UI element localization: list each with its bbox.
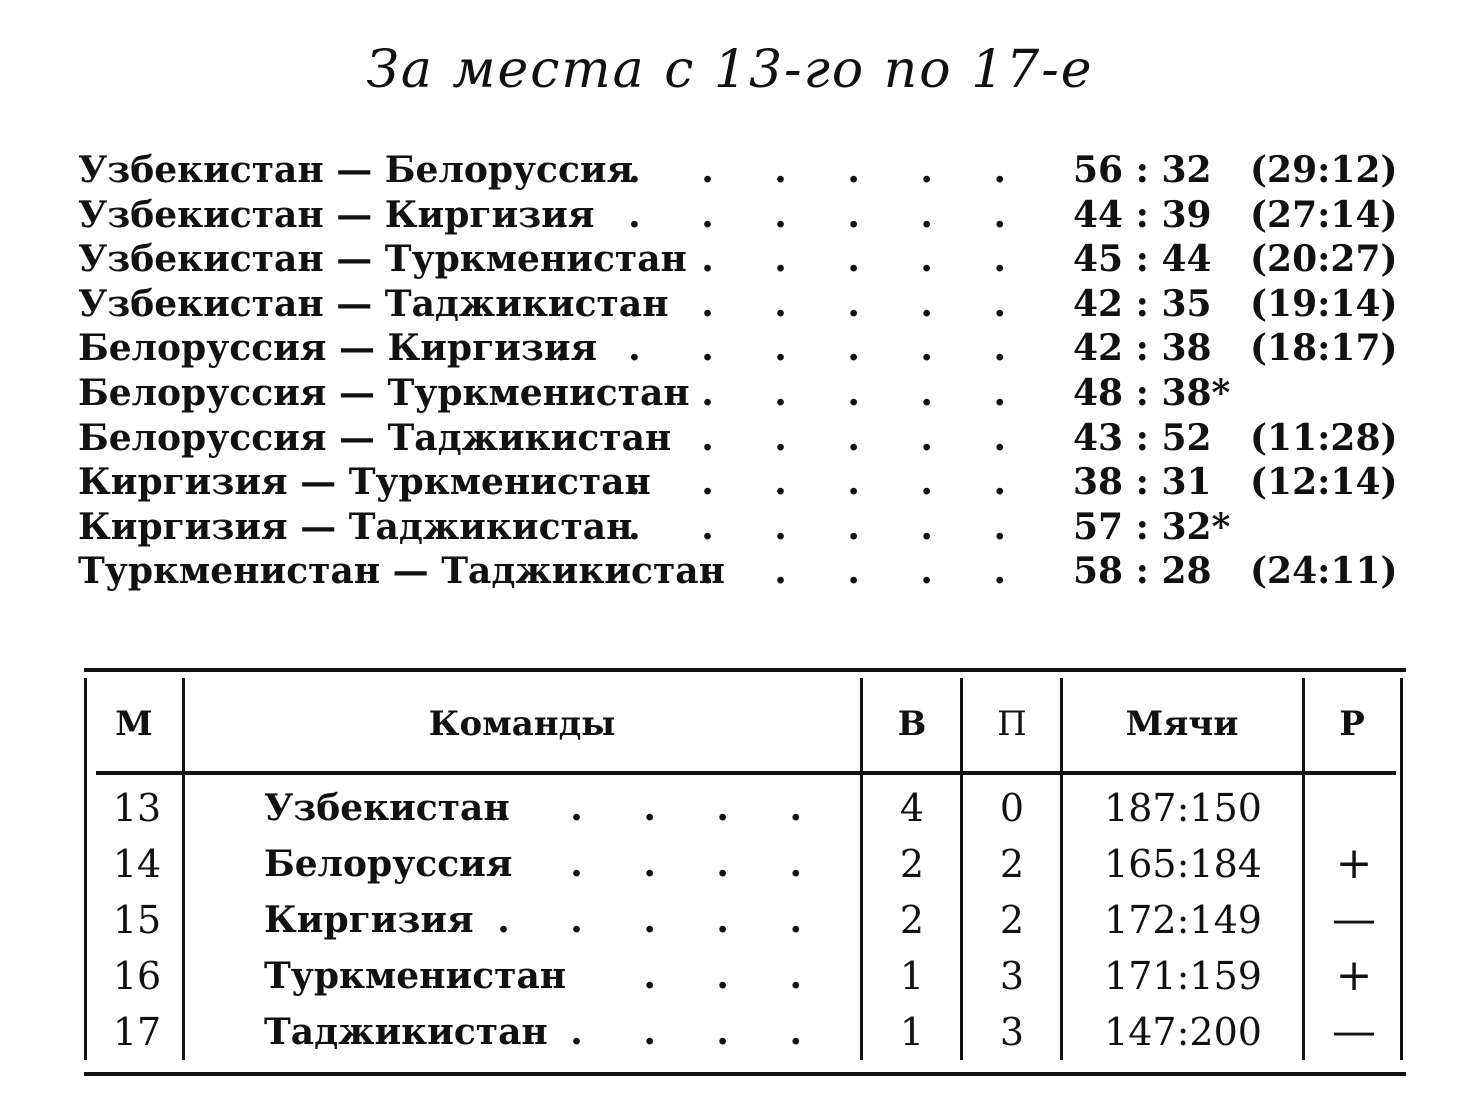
table-row: [84, 836, 1406, 892]
match-score: 58 : 28: [1073, 550, 1212, 593]
header-losses: П: [997, 704, 1027, 744]
balls-cell: 171:159: [1104, 954, 1262, 998]
table-row: [84, 892, 1406, 948]
match-row: [78, 505, 1410, 550]
table-top-rule: [84, 668, 1406, 672]
match-score: 48 : 38*: [1073, 371, 1231, 414]
header-place: М: [115, 704, 153, 744]
r-cell: +: [1335, 950, 1373, 1001]
team-cell: Киргизия: [264, 899, 474, 941]
match-row: [78, 549, 1410, 594]
leader-dots: . . . . . .: [628, 461, 1030, 504]
page-title: За места с 13-го по 17-е: [366, 40, 1094, 100]
match-row: [78, 237, 1410, 282]
r-cell: +: [1335, 838, 1373, 889]
leader-dots: . . . . . .: [628, 282, 1030, 325]
place-cell: 17: [112, 1010, 162, 1054]
leader-dots: . . . . .: [701, 371, 1030, 414]
losses-cell: 0: [999, 786, 1025, 830]
leader-dots: . . . . . .: [628, 505, 1030, 548]
match-results-list: [78, 148, 1410, 594]
leader-dots: . . . . . . .: [555, 193, 1030, 236]
match-teams: Белоруссия — Киргизия: [78, 327, 598, 370]
halftime-score: (29:12): [1250, 149, 1398, 191]
match-teams: Узбекистан — Киргизия: [78, 193, 595, 236]
wins-cell: 1: [899, 1010, 925, 1054]
leader-dots: . . . . . .: [628, 149, 1030, 191]
table-row: [84, 1004, 1406, 1060]
place-cell: 13: [112, 786, 162, 830]
match-row: [78, 148, 1410, 193]
balls-cell: 147:200: [1104, 1010, 1262, 1054]
leader-dots: . . . .: [570, 843, 826, 885]
table-row: [84, 948, 1406, 1004]
team-cell: Таджикистан: [264, 1011, 548, 1053]
match-teams: Киргизия — Таджикистан: [78, 505, 633, 548]
halftime-score: (24:11): [1250, 550, 1398, 593]
place-cell: 14: [112, 842, 162, 886]
wins-cell: 4: [899, 786, 925, 830]
match-row: [78, 460, 1410, 505]
wins-cell: 2: [899, 842, 925, 886]
leader-dots: . . . . .: [701, 550, 1030, 593]
leader-dots: . . . . .: [701, 238, 1030, 281]
place-cell: 15: [112, 898, 162, 942]
match-score: 45 : 44: [1073, 238, 1212, 281]
header-r: Р: [1339, 704, 1365, 744]
match-row: [78, 371, 1410, 416]
halftime-score: (20:27): [1250, 238, 1398, 281]
match-row: [78, 282, 1410, 327]
table-row: [84, 780, 1406, 836]
header-balls: Мячи: [1125, 704, 1239, 744]
leader-dots: . . . . . . .: [555, 327, 1030, 370]
header-wins: В: [897, 704, 927, 744]
team-cell: Туркменистан: [264, 955, 567, 997]
table-bottom-rule: [84, 1072, 1406, 1076]
halftime-score: (12:14): [1250, 461, 1398, 504]
halftime-score: (18:17): [1250, 327, 1398, 370]
standings-table: [84, 668, 1406, 1080]
match-teams: Узбекистан — Туркменистан: [78, 238, 687, 281]
halftime-score: (19:14): [1250, 282, 1398, 325]
match-score: 42 : 38: [1073, 327, 1212, 370]
losses-cell: 2: [999, 898, 1025, 942]
place-cell: 16: [112, 954, 162, 998]
r-cell: —: [1332, 1006, 1376, 1057]
match-score: 57 : 32*: [1073, 505, 1231, 548]
match-score: 44 : 39: [1073, 193, 1212, 236]
leader-dots: . . . . .: [497, 899, 826, 941]
match-teams: Узбекистан — Белоруссия: [78, 149, 634, 191]
balls-cell: 172:149: [1104, 898, 1262, 942]
balls-cell: 187:150: [1104, 786, 1262, 830]
leader-dots: . . . . .: [701, 416, 1030, 459]
wins-cell: 1: [899, 954, 925, 998]
match-teams: Белоруссия — Таджикистан: [78, 416, 672, 459]
match-teams: Киргизия — Туркменистан: [78, 461, 651, 504]
match-row: [78, 416, 1410, 461]
losses-cell: 3: [999, 954, 1025, 998]
match-teams: Туркменистан — Таджикистан: [78, 550, 725, 593]
match-row: [78, 193, 1410, 238]
losses-cell: 3: [999, 1010, 1025, 1054]
header-team: Команды: [428, 704, 616, 744]
balls-cell: 165:184: [1104, 842, 1262, 886]
losses-cell: 2: [999, 842, 1025, 886]
leader-dots: . . . .: [570, 1011, 826, 1053]
table-header-rule: [96, 771, 1396, 775]
wins-cell: 2: [899, 898, 925, 942]
match-score: 56 : 32: [1073, 149, 1212, 191]
match-row: [78, 326, 1410, 371]
match-score: 38 : 31: [1073, 461, 1212, 504]
r-cell: —: [1332, 894, 1376, 945]
team-cell: Белоруссия: [264, 843, 513, 885]
match-score: 42 : 35: [1073, 282, 1212, 325]
r-cell: [1306, 780, 1402, 836]
match-score: 43 : 52: [1073, 416, 1212, 459]
leader-dots: . . .: [643, 955, 826, 997]
match-teams: Узбекистан — Таджикистан: [78, 282, 669, 325]
team-cell: Узбекистан: [264, 787, 510, 829]
leader-dots: . . . . .: [497, 787, 826, 829]
halftime-score: (27:14): [1250, 193, 1398, 236]
match-teams: Белоруссия — Туркменистан: [78, 371, 690, 414]
halftime-score: (11:28): [1250, 416, 1398, 459]
